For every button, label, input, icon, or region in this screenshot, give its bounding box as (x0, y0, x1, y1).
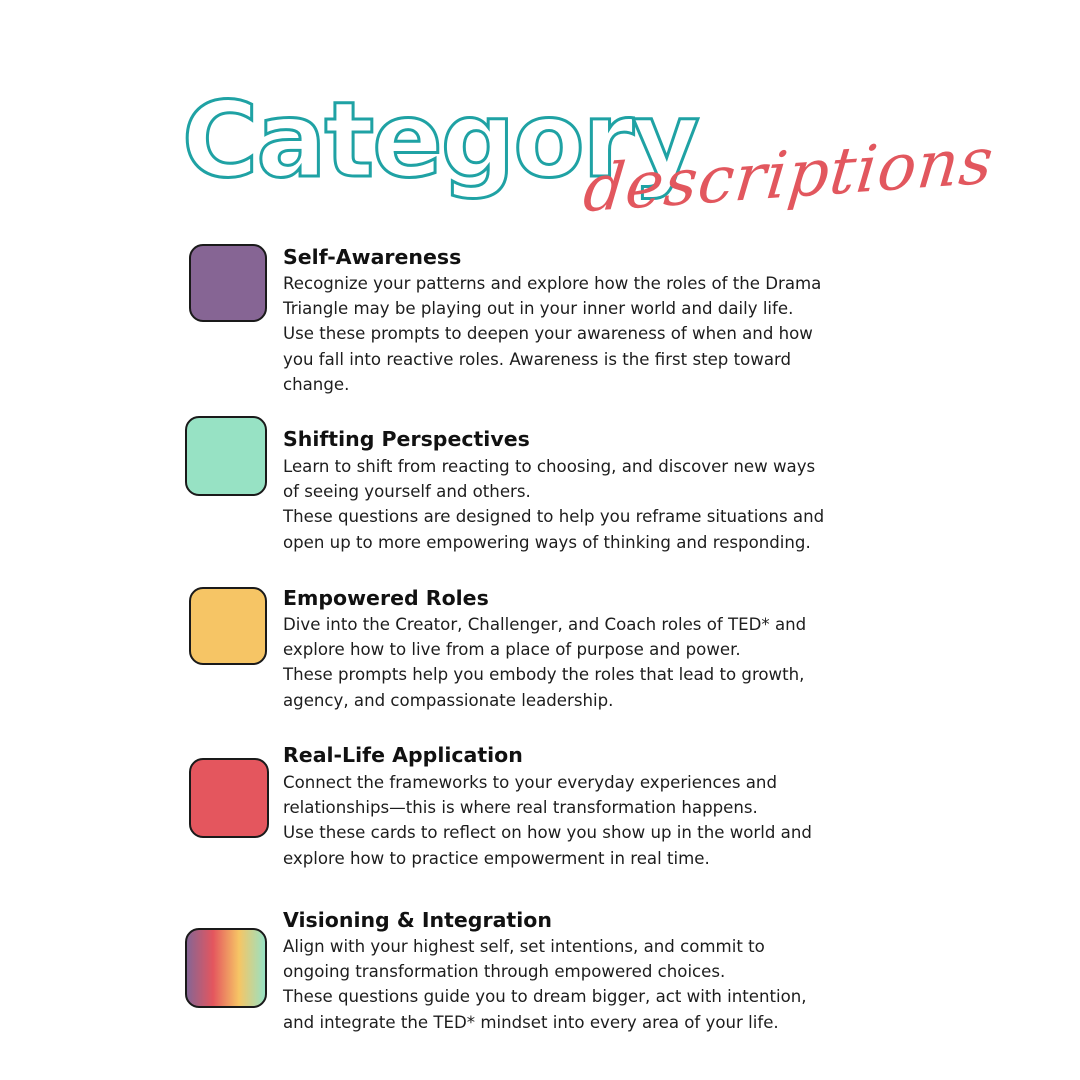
color-swatch (189, 587, 267, 665)
description-line: relationships—this is where real transformation happens. (283, 798, 758, 818)
category-description (283, 770, 903, 871)
description-line: These questions are designed to help you reframe situations and (283, 507, 825, 527)
description-line: Learn to shift from reacting to choosing, and discover new ways (283, 457, 816, 476)
page-subtitle: descriptions (580, 124, 998, 228)
category-description (283, 454, 903, 555)
category-description (283, 934, 903, 1035)
description-line: Recognize your patterns and explore how the roles of the Drama (283, 274, 822, 293)
category-description (283, 612, 903, 713)
description-line: These questions guide you to dream bigger, act with intention, (283, 987, 807, 1007)
description-line: Use these prompts to deepen your awareness of when and how (283, 324, 813, 344)
description-line: Align with your highest self, set intentions, and commit to (283, 937, 765, 956)
category-title: Empowered Roles (283, 586, 489, 610)
category-description (283, 271, 903, 397)
description-line: you fall into reactive roles. Awareness is the first step toward (283, 349, 792, 369)
description-line: explore how to live from a place of purpose and power. (283, 640, 741, 660)
description-line: and integrate the TED* mindset into every area of your life. (283, 1012, 779, 1032)
category-title: Visioning & Integration (283, 908, 552, 932)
description-line: agency, and compassionate leadership. (283, 690, 614, 710)
description-line: open up to more empowering ways of thinking and responding. (283, 532, 811, 552)
description-line: Use these cards to reflect on how you show up in the world and (283, 823, 812, 843)
category-title: Shifting Perspectives (283, 427, 530, 451)
category-title: Self-Awareness (283, 245, 462, 269)
description-line: Connect the frameworks to your everyday experiences and (283, 773, 777, 792)
color-swatch (185, 416, 267, 496)
description-line: change. (283, 374, 350, 394)
color-swatch (189, 244, 267, 322)
description-line: These prompts help you embody the roles that lead to growth, (283, 665, 805, 685)
color-swatch (189, 758, 269, 838)
description-line: Triangle may be playing out in your inner world and daily life. (283, 299, 794, 319)
description-line: ongoing transformation through empowered choices. (283, 962, 726, 982)
description-line: explore how to practice empowerment in real time. (283, 848, 710, 868)
category-title: Real-Life Application (283, 743, 523, 767)
description-line: Dive into the Creator, Challenger, and Coach roles of TED* and (283, 615, 807, 634)
color-swatch (185, 928, 267, 1008)
description-line: of seeing yourself and others. (283, 482, 531, 502)
page-title: Category (182, 79, 698, 201)
